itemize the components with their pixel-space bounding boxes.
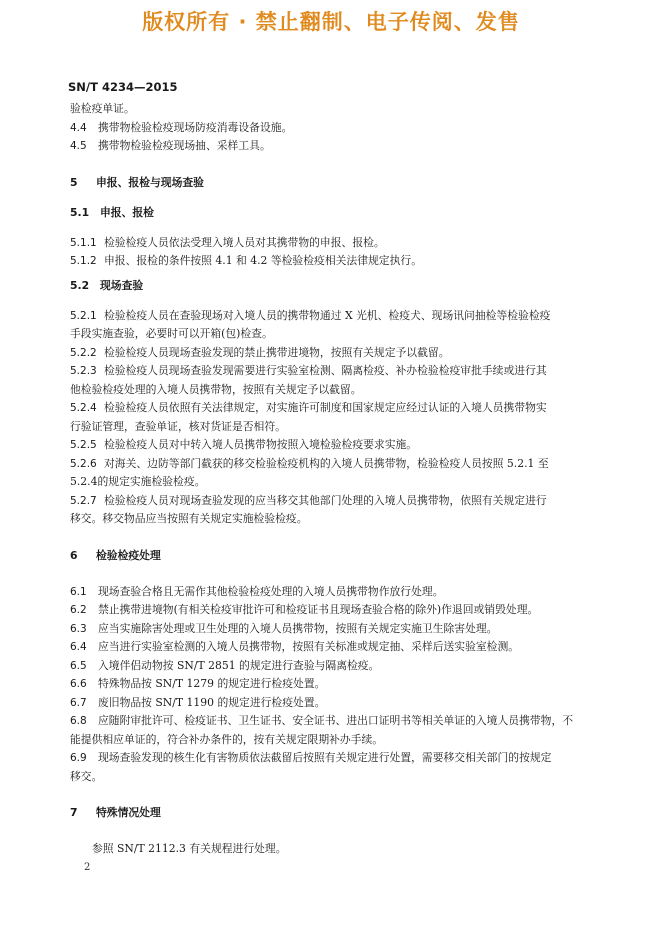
section-7-heading: 7 特殊情况处理 <box>70 806 161 819</box>
watermark-banner: 版权所有 · 禁止翻制、电子传阅、发售 <box>142 10 520 34</box>
page-number: 2 <box>84 862 91 873</box>
clause-6-6: 6.6 特殊物品按 SN/T 1279 的规定进行检疫处置。 <box>70 677 326 690</box>
standard-code-header: SN/T 4234—2015 <box>68 80 178 94</box>
clause-6-2: 6.2 禁止携带进境物(有相关检疫审批许可和检疫证书且现场查验合格的除外)作退回或销毁处理。 <box>70 603 539 616</box>
section-5-2-heading: 5.2 现场查验 <box>70 278 144 292</box>
clause-6-3: 6.3 应当实施除害处理或卫生处理的入境人员携带物，按照有关规定实施卫生除害处理。 <box>70 621 498 635</box>
clause-5-2-1: 5.2.1 检验检疫人员在查验现场对入境人员的携带物通过 X 光机、检疫犬、现场讯问抽检等检验检疫 手段实施查验，必要时可以开箱(包)检查。 <box>70 308 551 340</box>
clause-5-2-3: 5.2.3 检验检疫人员现场查验发现需要进行实验室检测、隔离检疫、补办检验检疫审批手续或进行其 他检验检疫处理的入境人员携带物，按照有关规定予以截留。 <box>70 364 547 396</box>
clause-5-2-4: 5.2.4 检验检疫人员依照有关法律规定，对实施许可制度和国家规定应经过认证的入境人员携带物实 行验证管理，查验单证，核对货证是否相符。 <box>70 401 547 433</box>
section-5-1-heading: 5.1 申报、报检 <box>70 205 154 219</box>
clause-5-1-1: 5.1.1 检验检疫人员依法受理入境人员对其携带物的申报、报检。 <box>70 235 385 249</box>
intro-line-cont: 验检疫单证。 <box>70 102 135 115</box>
intro-block <box>70 100 598 156</box>
clause-6-1: 6.1 现场查验合格且无需作其他检验检疫处理的入境人员携带物作放行处理。 <box>70 584 444 598</box>
clause-6-5: 6.5 入境伴侣动物按 SN/T 2851 的规定进行查验与隔离检疫。 <box>70 658 380 672</box>
clause-5-1-2: 5.1.2 申报、报检的条件按照 4.1 和 4.2 等检验检疫相关法律规定执行。 <box>70 254 422 267</box>
clause-4-5: 4.5 携带物检验检疫现场抽、采样工具。 <box>70 139 271 152</box>
document-body <box>70 100 598 859</box>
clause-6-9: 6.9 现场查验发现的核生化有害物质依法截留后按照有关规定进行处置，需要移交相关部门的按规定 移交。 <box>70 751 552 783</box>
clause-4-4: 4.4 携带物检验检疫现场防疫消毒设备设施。 <box>70 120 293 134</box>
section-5-heading: 5 申报、报检与现场查验 <box>70 175 204 189</box>
clause-6-8: 6.8 应随附审批许可、检疫证书、卫生证书、安全证书、进出口证明书等相关单证的入境人员携带物，不 能提供相应单证的，符合补办条件的，按有关规定限期补办手续。 <box>70 714 574 746</box>
clause-5-2-6: 5.2.6 对海关、边防等部门截获的移交检验检疫机构的入境人员携带物，检验检疫人员按照 5.2.1 至 5.2.4的规定实施检验检疫。 <box>70 456 549 488</box>
clause-5-2-5: 5.2.5 检验检疫人员对中转入境人员携带物按照入境检验检疫要求实施。 <box>70 438 418 451</box>
clause-5-2-2: 5.2.2 检验检疫人员现场查验发现的禁止携带进境物，按照有关规定予以截留。 <box>70 345 450 359</box>
section-6-heading: 6 检验检疫处理 <box>70 548 161 562</box>
clause-6-4: 6.4 应当进行实验室检测的入境人员携带物，按照有关标准或规定抽、采样后送实验室检测。 <box>70 640 520 653</box>
clause-5-2-7: 5.2.7 检验检疫人员对现场查验发现的应当移交其他部门处理的入境人员携带物，依照有关规定进行 移交。移交物品应当按照有关规定实施检验检疫。 <box>70 493 547 525</box>
section-7-body: 参照 SN/T 2112.3 有关规程进行处理。 <box>92 842 287 855</box>
clause-6-7: 6.7 废旧物品按 SN/T 1190 的规定进行检疫处置。 <box>70 695 326 709</box>
